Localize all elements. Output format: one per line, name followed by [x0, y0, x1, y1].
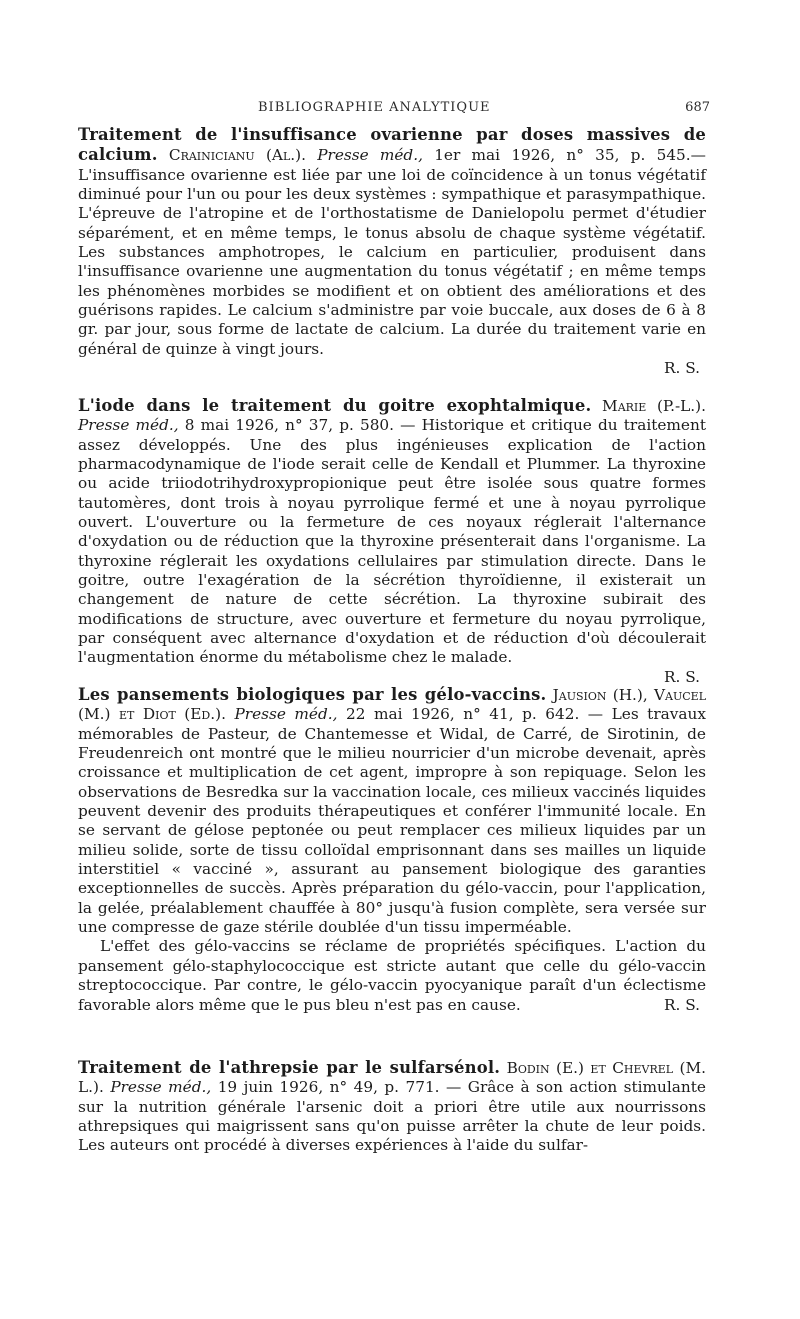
article-author: Jausion (H.), Vaucel (M.) et Diot (Ed.). — [78, 686, 706, 724]
article-iodine-goitre — [78, 396, 706, 687]
article-body-2: L'effet des gélo-vaccins se réclame de propriétés spécifiques. L'action du pansement gélo-staphylococcique est stricte autant que celle du gélo-vaccin streptococcique. Par contre, le gélo-vaccin pyocyanique paraît d'un éclectisme favorable alors même que le pus bleu n'est pas en cause. — [78, 937, 706, 1014]
article-citation: 22 mai 1926, n° 41, p. 642. — — [345, 705, 604, 724]
article-signature: R. S. — [663, 359, 700, 378]
article-title: Les pansements biologiques par les gélo-vaccins. — [78, 685, 547, 704]
article-text — [78, 125, 706, 359]
article-title: Traitement de l'athrepsie par le sulfarsénol. — [78, 1058, 501, 1077]
article-text — [78, 1058, 706, 1156]
article-body: L'insuffisance ovarienne est liée par une loi de coïncidence à un tonus végétatif diminué pour l'un ou pour les deux systèmes : sympathique et parasympathique. L'épreuve de l'atropine et de l'orthostatisme de Danielopolu permet d'étudier séparément, et en même temps, le tonus absolu de chaque système végétatif. Les substances amphotropes, le calcium en particulier, produisent dans l'insuffisance ovarienne une augmentation du tonus végétatif ; en même temps les phénomènes morbides se modifient et on obtient des améliorations et des guérisons rapides. Le calcium s'administre par voie buccale, aux doses de 6 à 8 gr. par jour, sous forme de lactate de calcium. La durée du traitement varie en général de quinze à vingt jours. — [78, 165, 706, 358]
article-journal: Presse méd., — [234, 705, 338, 724]
article-signature: R. S. — [663, 667, 700, 686]
article-title: Traitement de l'insuffisance ovarienne par doses massives de calcium. — [78, 125, 706, 165]
article-journal: Presse méd., — [110, 1078, 212, 1097]
article-body: Les travaux mémorables de Pasteur, de Chantemesse et Widal, de Carré, de Sirotinin, de Freudenreich ont montré que le milieu nourricier d'un microbe devenait, après croissance et multiplication de cet agent, impropre à son repiquage. Selon les observations de Besredka sur la vaccination locale, ces milieux vaccinés liquides peuvent devenir des produits thérapeutiques et conférer l'immunité locale. En se servant de gélose peptonée ou peut remplacer ces milieux liquides par un milieu solide, sorte de tissu colloïdal emprisonnant dans ses mailles un liquide interstitiel « vacciné », assurant au pansement biologique des garanties exceptionnelles de succès. Après préparation du gélo-vaccin, pour l'application, la gelée, préalablement chauffée à 80° jusqu'à fusion complète, sera versée sur une compresse de gaze stérile doublée d'un tissu imperméable. — [78, 705, 707, 937]
article-citation: 1er mai 1926, n° 35, p. 545.— — [434, 146, 706, 165]
running-head-title: BIBLIOGRAPHIE ANALYTIQUE — [258, 100, 491, 115]
article-text — [78, 396, 706, 668]
article-athrepsie — [78, 1058, 706, 1156]
article-citation: 19 juin 1926, n° 49, p. 771. — — [217, 1078, 462, 1097]
running-head — [78, 100, 710, 122]
article-body: Historique et critique du traitement assez développés. Une des plus ingénieuses explication de l'action pharmacodynamique de l'iode serait celle de Kendall et Plummer. La thyroxine ou acide triiodotrihydroxypropionique peut être isolée sous quatre formes tautomères, dont trois à noyau pyrrolique fermé et une à noyau pyrrolique ouvert. L'ouverture ou la fermeture de ces noyaux réglerait l'alternance d'oxydation ou de réduction que la thyroxine présenterait dans l'organisme. La thyroxine réglerait les oxydations cellulaires par stimulation directe. Dans le goitre, outre l'exagération de la sécrétion thyroïdienne, il existerait un changement de nature de cette sécrétion. La thyroxine subirait des modifications de structure, avec ouverture et fermeture du noyau pyrrolique, par conséquent avec alternance d'oxydation et de réduction d'où découlerait l'augmentation énorme du métabolisme chez le malade. — [78, 416, 706, 667]
article-citation: 8 mai 1926, n° 37, p. 580. — — [184, 416, 416, 435]
article-author: Marie (P.-L.). — [602, 397, 706, 415]
article-author: Bodin (E.) et Chevrel (M. L.). — [78, 1059, 706, 1097]
article-body: Grâce à son action stimulante sur la nutrition générale l'arsenic doit a priori être utile aux nourrissons athrepsiques qui maigrissent sans qu'on puisse arrêter la chute de leur poids. Les auteurs ont procédé à diverses expériences à l'aide du sulfar- — [78, 1078, 706, 1155]
article-ovarian-insufficiency — [78, 125, 706, 378]
article-signature: R. S. — [663, 995, 700, 1014]
article-author: Crainicianu (Al.). — [168, 146, 306, 165]
page-number: 687 — [685, 100, 710, 115]
article-gelo-vaccins — [78, 685, 706, 1015]
article-journal: Presse méd., — [78, 416, 179, 435]
article-text — [78, 685, 706, 937]
article-title: L'iode dans le traitement du goitre exophtalmique. — [78, 396, 592, 415]
article-body-continued — [78, 937, 706, 1014]
article-journal: Presse méd., — [317, 146, 423, 165]
